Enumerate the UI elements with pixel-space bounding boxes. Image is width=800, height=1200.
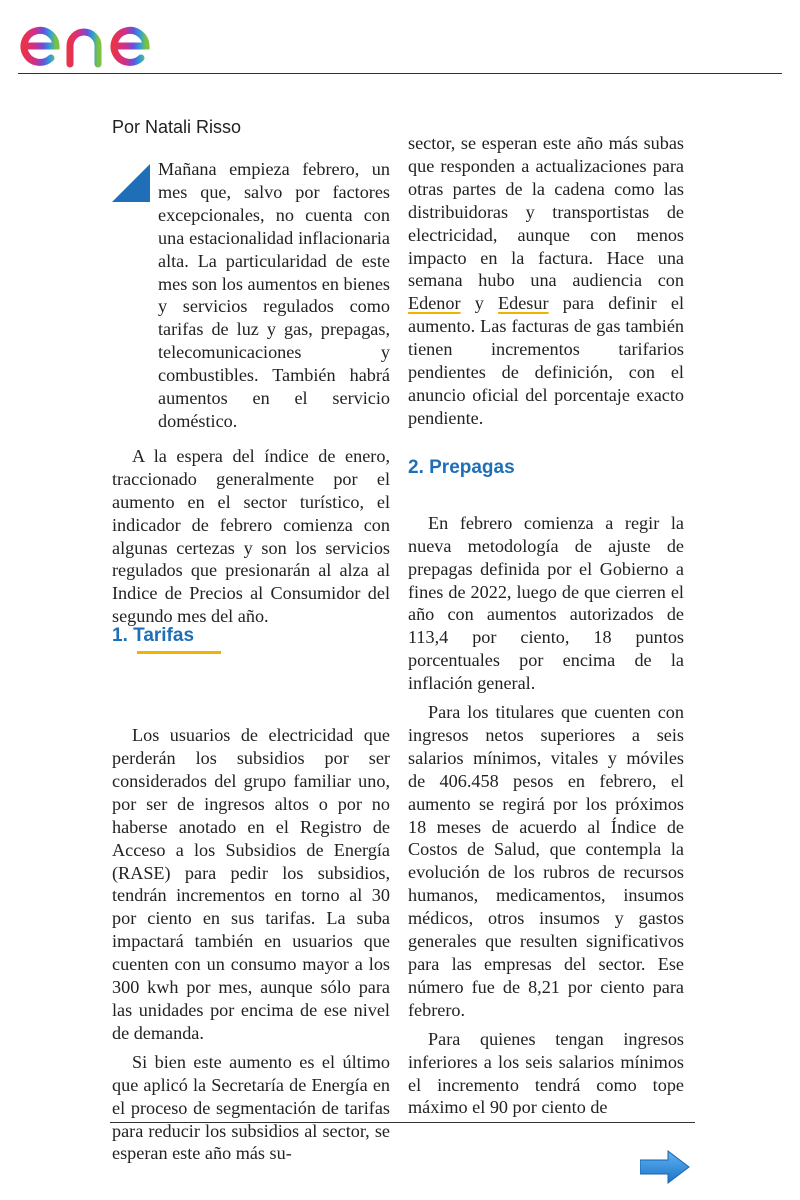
paragraph-enero: A la espera del índice de enero, traccionado generalmente por el aumento en el sector turístico, el indicador de febrero comienza con algunas certezas y son los servicios regulados que presionarán al alza al Indice de Precios al Consumidor del segundo mes del año. [112,445,390,627]
edenor-link[interactable]: Edenor [408,293,461,314]
footer-divider [110,1122,695,1123]
paragraph-prepagas-2: Para los titulares que cuenten con ingresos netos superiores a seis salarios mínimos, vitales y móviles de 406.458 pesos en febrero, el aumento se regirá por los próximos 18 meses de acuerdo al Índice de Costos de Salud, que contempla la evolución de los rubros de recursos humanos, medicamentos, insumos médicos, otros insumos y gastos generales que resulten significativos para las empresas del sector. Ese número fue de 8,21 por ciento para febrero. [408,702,684,1020]
arrow-right-icon[interactable] [640,1150,690,1184]
paragraph-intro: Mañana empieza febrero, un mes que, salvo por factores excepcionales, no cuenta con una estacionalidad inflacionaria alta. La particularidad de este mes son los aumentos en bienes y servicios regulados como tarifas de luz y gas, prepagas, telecomunicaciones y combustibles. También habrá aumentos en el servicio doméstico. [158,159,390,431]
triangle-dropcap-icon [112,164,150,202]
paragraph-tarifas-2: Si bien este aumento es el último que aplicó la Secretaría de Energía en el proceso de segmentación de tarifas para reducir los subsidios al sector, se esperan este año más su- [112,1051,390,1164]
header-divider [18,73,782,74]
lead-paragraph [112,158,390,433]
paragraph-prepagas-3: Para quienes tengan ingresos inferiores a los seis salarios mínimos el incremento tendrá como tope máximo el 90 por ciento de [408,1028,684,1118]
byline: Por Natali Risso [112,117,242,137]
edesur-link[interactable]: Edesur [498,293,549,314]
paragraph-prepagas-1: En febrero comienza a regir la nueva metodología de ajuste de prepagas definida por el Gobierno a fines de 2022, luego de que cierren el año con aumentos autorizados de 113,4 por ciento, 18 puntos porcentuales por encima de la inflación general. [408,512,684,694]
paragraph-tarifas-1: Los usuarios de electricidad que perderán los subsidios por ser considerados del grupo familiar uno, por ser de ingresos altos o por no haberse anotado en el Registro de Acceso a los Subsidios de Energía (RASE) para pedir los subsidios, tendrán incrementos en torno al 30 por ciento en sus tarifas. La suba impactará también en usuarios que cuenten con un consumo mayor a los 300 kwh por mes, aunque sólo para las unidades por encima de ese nivel de demanda. [112,725,390,1043]
right-column [408,132,684,1119]
paragraph-continuation: sector, se esperan este año más subas que responden a actualizaciones para otras partes de la cadena como las distribuidoras y transportistas de electricidad, aunque con menos impacto en la factura. Hace una semana hubo una audiencia con Edenor y Edesur para definir el aumento. Las facturas de gas también tienen incrementos tarifarios pendientes de definición, con el anuncio oficial del porcentaje exacto pendiente. [408,133,685,428]
enel-logo [18,4,188,70]
heading-tarifas: 1. Tarifas [112,625,195,646]
left-column [112,158,390,1165]
heading-underline [137,651,221,654]
heading-prepagas: 2. Prepagas [408,457,515,478]
